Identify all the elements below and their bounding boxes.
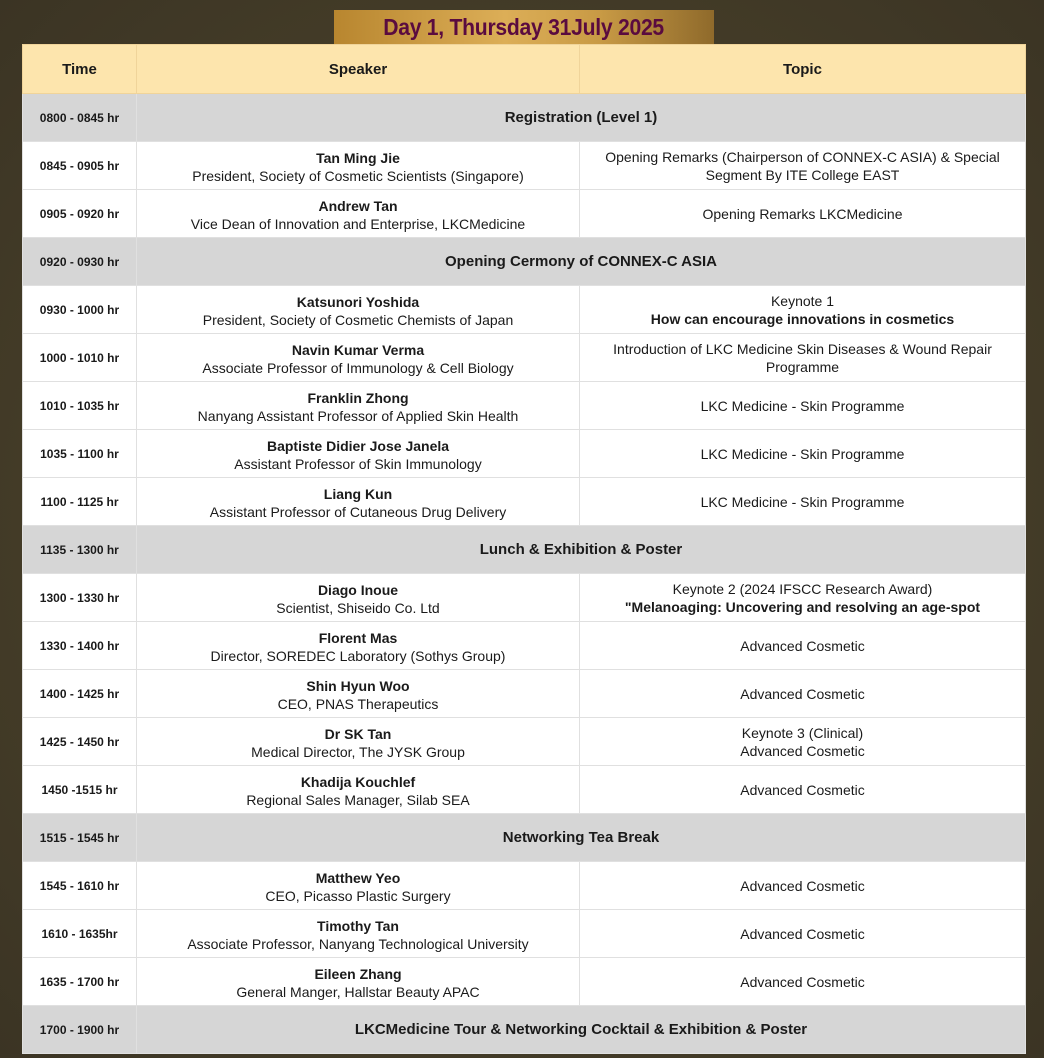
header-topic: Topic bbox=[580, 45, 1026, 94]
speaker-role: Regional Sales Manager, Silab SEA bbox=[246, 791, 470, 808]
session-time: 0930 - 1000 hr bbox=[23, 286, 137, 334]
speaker-name: Baptiste Didier Jose Janela bbox=[266, 437, 450, 454]
speaker-name: Khadija Kouchlef bbox=[300, 773, 416, 790]
day-title-banner bbox=[334, 10, 714, 44]
session-row bbox=[23, 142, 1026, 190]
speaker-role: General Manger, Hallstar Beauty APAC bbox=[236, 983, 480, 1000]
speaker-cell bbox=[137, 286, 580, 334]
topic-text: Advanced Cosmetic bbox=[740, 637, 865, 654]
session-row bbox=[23, 910, 1026, 958]
session-row bbox=[23, 622, 1026, 670]
speaker-name: Diago Inoue bbox=[317, 581, 399, 598]
topic-text: LKC Medicine - Skin Programme bbox=[700, 397, 905, 414]
session-time: 1515 - 1545 hr bbox=[23, 814, 137, 862]
speaker-cell bbox=[137, 430, 580, 478]
topic-text: Introduction of LKC Medicine Skin Diseases & Wound Repair Programme bbox=[613, 340, 992, 375]
speaker-name: Timothy Tan bbox=[317, 917, 399, 934]
session-row bbox=[23, 718, 1026, 766]
session-time: 1135 - 1300 hr bbox=[23, 526, 137, 574]
session-row bbox=[23, 478, 1026, 526]
session-row bbox=[23, 670, 1026, 718]
header-time: Time bbox=[23, 45, 137, 94]
session-time: 1700 - 1900 hr bbox=[23, 1006, 137, 1054]
speaker-name: Matthew Yeo bbox=[315, 869, 401, 886]
speaker-role: Assistant Professor of Cutaneous Drug Delivery bbox=[209, 503, 507, 520]
session-time: 1035 - 1100 hr bbox=[23, 430, 137, 478]
speaker-cell bbox=[137, 142, 580, 190]
topic-cell bbox=[580, 622, 1026, 670]
session-row bbox=[23, 334, 1026, 382]
session-time: 1000 - 1010 hr bbox=[23, 334, 137, 382]
speaker-cell bbox=[137, 478, 580, 526]
session-row bbox=[23, 574, 1026, 622]
session-time: 1330 - 1400 hr bbox=[23, 622, 137, 670]
topic-text: Advanced Cosmetic bbox=[740, 877, 865, 894]
topic-text: Advanced Cosmetic bbox=[740, 973, 865, 990]
session-time: 1545 - 1610 hr bbox=[23, 862, 137, 910]
session-time: 0845 - 0905 hr bbox=[23, 142, 137, 190]
session-time: 1300 - 1330 hr bbox=[23, 574, 137, 622]
speaker-role: Medical Director, The JYSK Group bbox=[251, 743, 465, 760]
topic-cell bbox=[580, 286, 1026, 334]
session-time: 1450 -1515 hr bbox=[23, 766, 137, 814]
session-time: 0800 - 0845 hr bbox=[23, 94, 137, 142]
topic-cell bbox=[580, 142, 1026, 190]
session-time: 1400 - 1425 hr bbox=[23, 670, 137, 718]
event-title: Registration (Level 1) bbox=[137, 94, 1026, 142]
day-title: Day 1, Thursday 31July 2025 bbox=[383, 13, 665, 40]
speaker-role: Associate Professor of Immunology & Cell Biology bbox=[202, 359, 514, 376]
session-time: 1010 - 1035 hr bbox=[23, 382, 137, 430]
speaker-cell bbox=[137, 622, 580, 670]
topic-title-bold: "Melanoaging: Uncovering and resolving an age-spot bbox=[624, 598, 981, 615]
speaker-name: Eileen Zhang bbox=[314, 965, 402, 982]
topic-cell bbox=[580, 190, 1026, 238]
speaker-role: Nanyang Assistant Professor of Applied Skin Health bbox=[197, 407, 519, 424]
speaker-role: Assistant Professor of Skin Immunology bbox=[234, 455, 482, 472]
session-row bbox=[23, 190, 1026, 238]
speaker-name: Andrew Tan bbox=[318, 197, 398, 214]
speaker-cell bbox=[137, 190, 580, 238]
session-row bbox=[23, 382, 1026, 430]
topic-cell bbox=[580, 910, 1026, 958]
topic-text: Advanced Cosmetic bbox=[740, 925, 865, 942]
topic-cell bbox=[580, 430, 1026, 478]
speaker-name: Dr SK Tan bbox=[324, 725, 392, 742]
session-row bbox=[23, 958, 1026, 1006]
session-row bbox=[23, 766, 1026, 814]
topic-cell bbox=[580, 718, 1026, 766]
topic-text: Opening Remarks (Chairperson of CONNEX-C ASIA) & Special Segment By ITE College EAST bbox=[605, 148, 1000, 183]
topic-title-bold: How can encourage innovations in cosmetics bbox=[650, 310, 955, 327]
speaker-cell bbox=[137, 958, 580, 1006]
schedule-table bbox=[22, 44, 1026, 1054]
header-speaker: Speaker bbox=[137, 45, 580, 94]
speaker-name: Florent Mas bbox=[318, 629, 398, 646]
event-title: Lunch & Exhibition & Poster bbox=[137, 526, 1026, 574]
session-row bbox=[23, 862, 1026, 910]
speaker-cell bbox=[137, 862, 580, 910]
topic-cell bbox=[580, 862, 1026, 910]
speaker-role: President, Society of Cosmetic Chemists of Japan bbox=[202, 311, 514, 328]
header-row bbox=[23, 45, 1026, 94]
session-row bbox=[23, 286, 1026, 334]
topic-cell bbox=[580, 382, 1026, 430]
speaker-cell bbox=[137, 670, 580, 718]
speaker-name: Tan Ming Jie bbox=[316, 149, 400, 166]
speaker-name: Katsunori Yoshida bbox=[296, 293, 420, 310]
session-time: 0920 - 0930 hr bbox=[23, 238, 137, 286]
topic-cell bbox=[580, 958, 1026, 1006]
topic-text: Keynote 3 (Clinical) bbox=[741, 724, 864, 741]
topic-text: LKC Medicine - Skin Programme bbox=[700, 445, 905, 462]
topic-cell bbox=[580, 766, 1026, 814]
topic-text: Advanced Cosmetic bbox=[740, 781, 865, 798]
break-row bbox=[23, 526, 1026, 574]
session-time: 1425 - 1450 hr bbox=[23, 718, 137, 766]
event-title: Networking Tea Break bbox=[137, 814, 1026, 862]
session-time: 1610 - 1635hr bbox=[23, 910, 137, 958]
session-time: 0905 - 0920 hr bbox=[23, 190, 137, 238]
speaker-role: CEO, PNAS Therapeutics bbox=[277, 695, 439, 712]
speaker-role: Associate Professor, Nanyang Technological University bbox=[187, 935, 529, 952]
topic-cell bbox=[580, 334, 1026, 382]
speaker-cell bbox=[137, 334, 580, 382]
speaker-role: President, Society of Cosmetic Scientists (Singapore) bbox=[192, 167, 524, 184]
break-row bbox=[23, 1006, 1026, 1054]
speaker-name: Liang Kun bbox=[323, 485, 393, 502]
speaker-role: Director, SOREDEC Laboratory (Sothys Group) bbox=[210, 647, 506, 664]
break-row bbox=[23, 814, 1026, 862]
topic-cell bbox=[580, 574, 1026, 622]
topic-cell bbox=[580, 478, 1026, 526]
speaker-cell bbox=[137, 718, 580, 766]
speaker-name: Franklin Zhong bbox=[307, 389, 409, 406]
topic-text: LKC Medicine - Skin Programme bbox=[700, 493, 905, 510]
event-title: Opening Cermony of CONNEX-C ASIA bbox=[137, 238, 1026, 286]
topic-text: Advanced Cosmetic bbox=[740, 685, 865, 702]
session-time: 1635 - 1700 hr bbox=[23, 958, 137, 1006]
speaker-cell bbox=[137, 766, 580, 814]
session-row bbox=[23, 430, 1026, 478]
topic-text: Keynote 1 bbox=[770, 292, 835, 309]
topic-cell bbox=[580, 670, 1026, 718]
speaker-cell bbox=[137, 574, 580, 622]
speaker-cell bbox=[137, 910, 580, 958]
topic-text: Keynote 2 (2024 IFSCC Research Award) bbox=[672, 580, 933, 597]
speaker-role: Scientist, Shiseido Co. Ltd bbox=[276, 599, 440, 616]
topic-text: Opening Remarks LKCMedicine bbox=[702, 205, 903, 222]
event-title: LKCMedicine Tour & Networking Cocktail & Exhibition & Poster bbox=[137, 1006, 1026, 1054]
speaker-cell bbox=[137, 382, 580, 430]
break-row bbox=[23, 238, 1026, 286]
session-time: 1100 - 1125 hr bbox=[23, 478, 137, 526]
speaker-name: Shin Hyun Woo bbox=[306, 677, 410, 694]
topic-text-line2: Advanced Cosmetic bbox=[740, 742, 865, 759]
break-row bbox=[23, 94, 1026, 142]
speaker-role: CEO, Picasso Plastic Surgery bbox=[265, 887, 451, 904]
speaker-name: Navin Kumar Verma bbox=[291, 341, 425, 358]
speaker-role: Vice Dean of Innovation and Enterprise, LKCMedicine bbox=[190, 215, 526, 232]
